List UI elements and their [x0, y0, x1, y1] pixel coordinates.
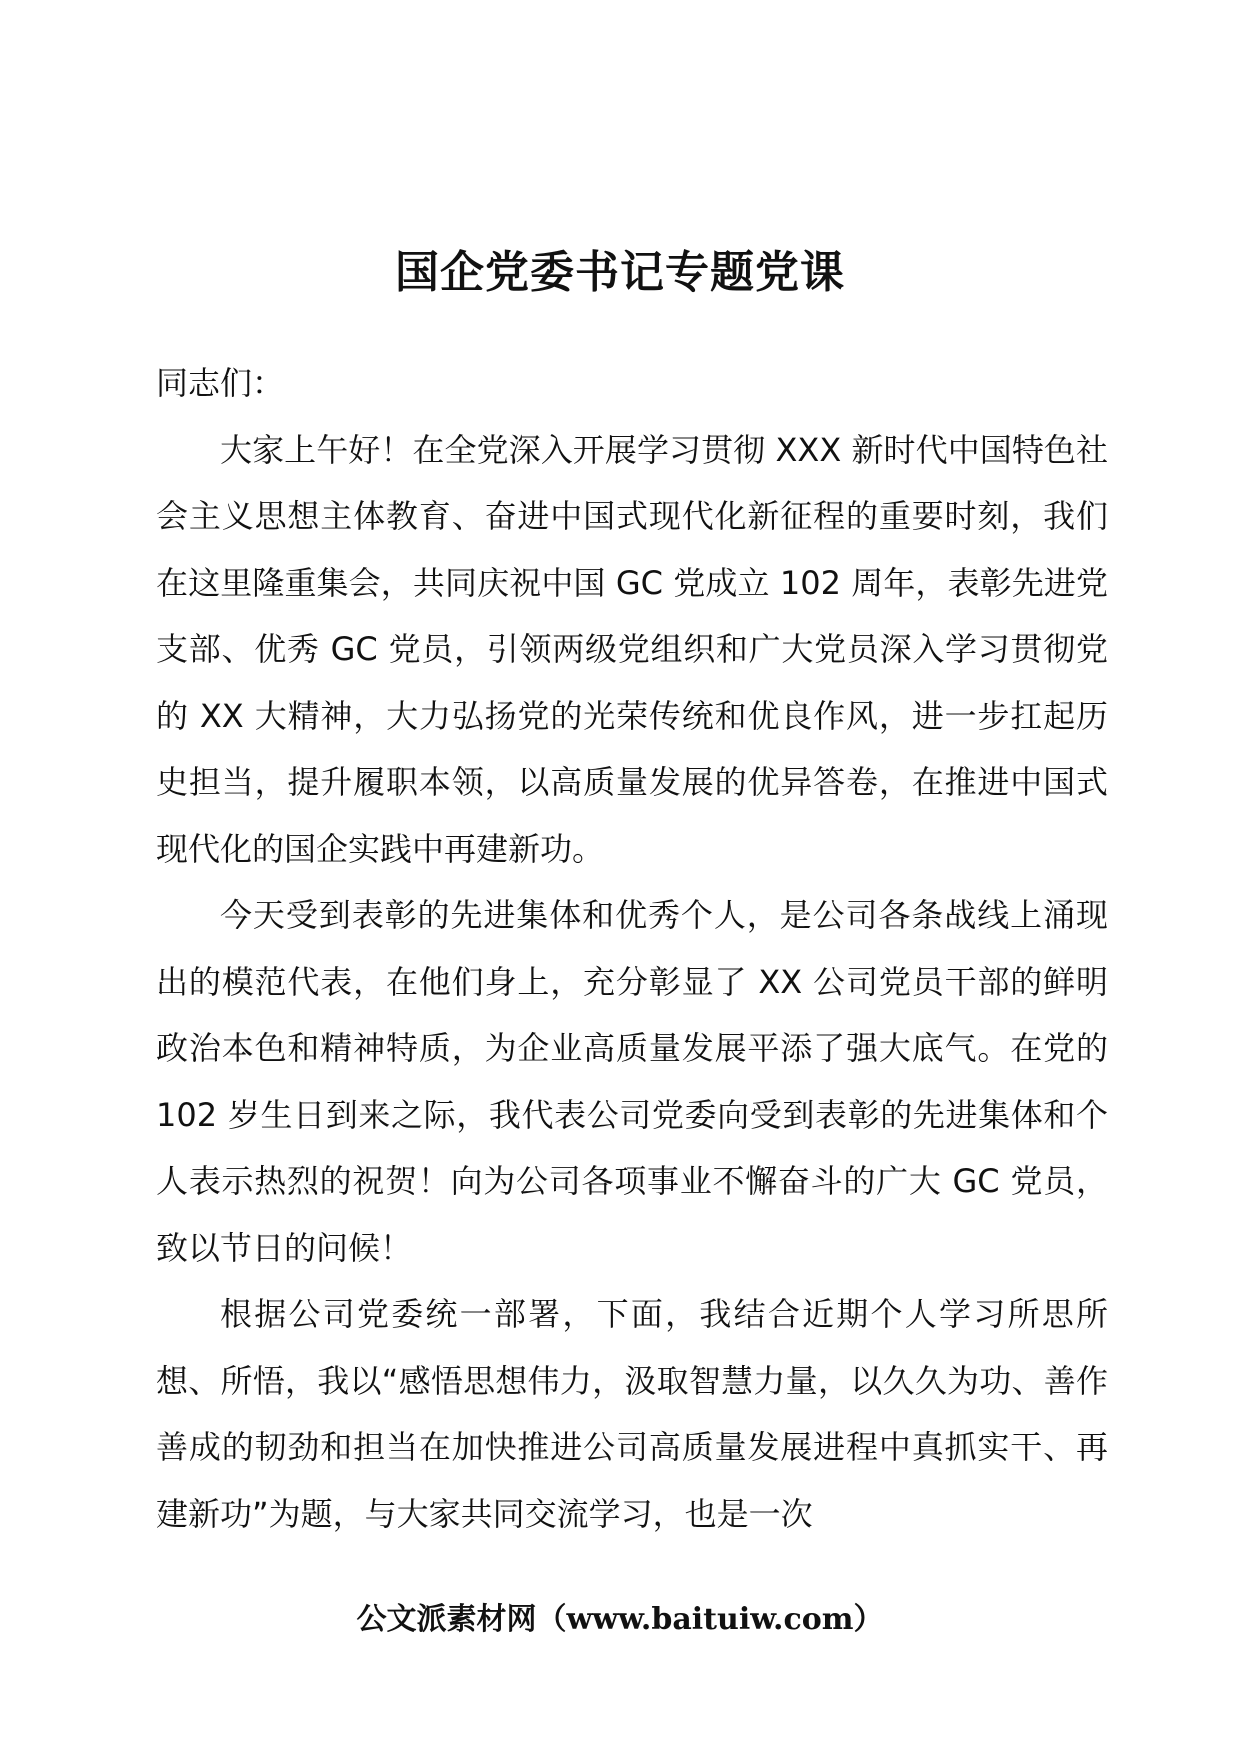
paragraph-3: 根据公司党委统一部署，下面，我结合近期个人学习所思所想、所悟，我以“感悟思想伟力，汲取智慧力量，以久久为功、善作善成的韧劲和担当在加快推进公司高质量发展进程中真抓实干、再建新功”为题，与大家共同交流学习，也是一次	[156, 1295, 1108, 1533]
footer-source: 公文派素材网（www.baituiw.com）	[356, 1602, 884, 1637]
paragraph-2: 今天受到表彰的先进集体和优秀个人，是公司各条战线上涌现出的模范代表，在他们身上，充分彰显了 XX 公司党员干部的鲜明政治本色和精神特质，为企业高质量发展平添了强大底气。在党的 102 岁生日到来之际，我代表公司党委向受到表彰的先进集体和个人表示热烈的祝贺！向为公司各项事业不懈奋斗的广大 GC 党员，致以节日的问候！	[156, 896, 1108, 1267]
salutation: 同志们：	[156, 364, 285, 402]
document-body	[156, 350, 1108, 1547]
paragraph-1: 大家上午好！在全党深入开展学习贯彻 XXX 新时代中国特色社会主义思想主体教育、奋进中国式现代化新征程的重要时刻，我们在这里隆重集会，共同庆祝中国 GC 党成立 102 周年，表彰先进党支部、优秀 GC 党员，引领两级党组织和广大党员深入学习贯彻党的 XX 大精神，大力弘扬党的光荣传统和优良作风，进一步扛起历史担当，提升履职本领，以高质量发展的优异答卷，在推进中国式现代化的国企实践中再建新功。	[156, 430, 1108, 868]
document-title: 国企党委书记专题党课	[395, 247, 845, 298]
